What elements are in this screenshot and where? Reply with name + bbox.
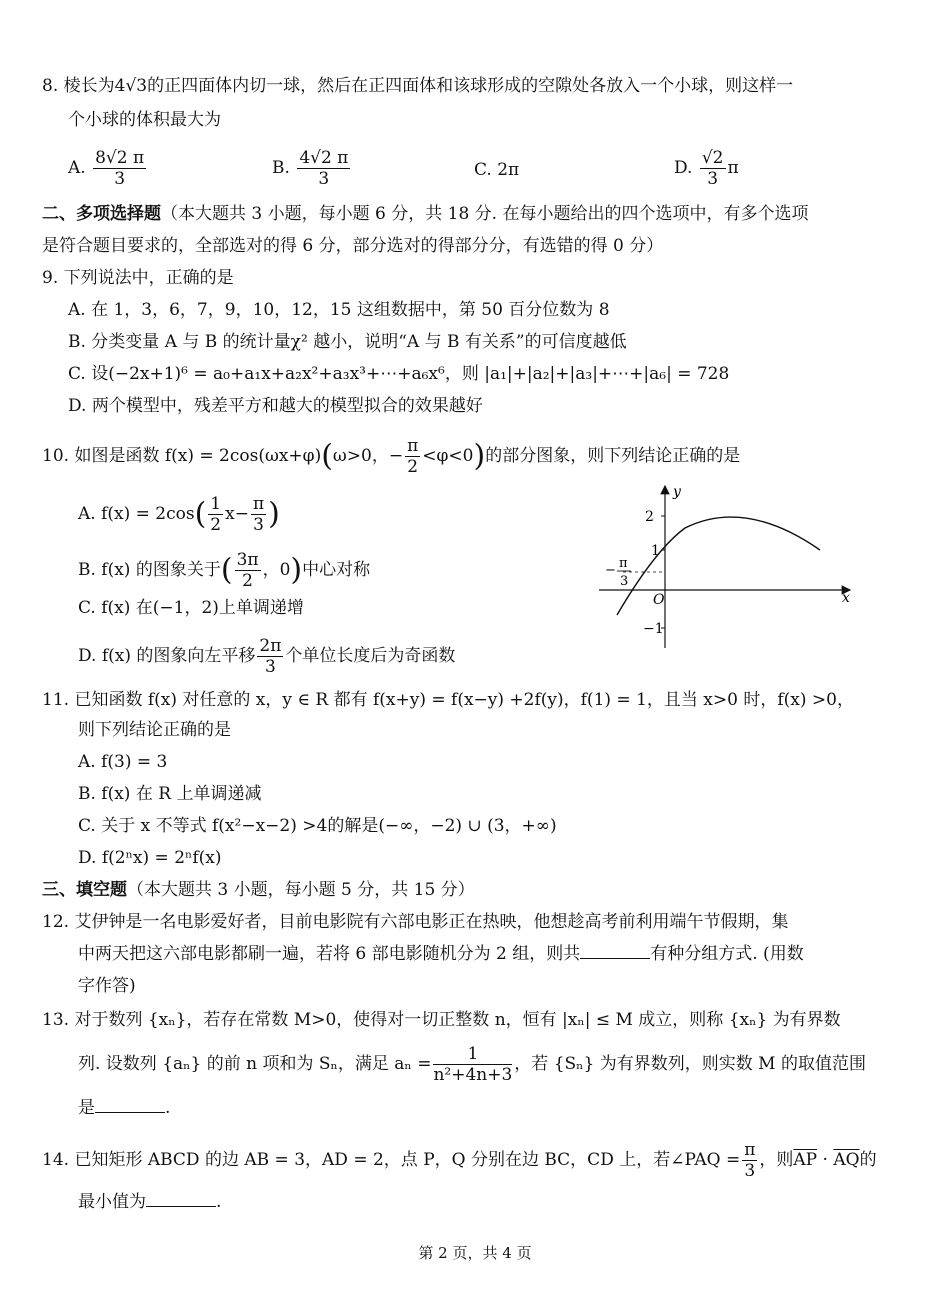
q11-stem-line1: 11. 已知函数 f(x) 对任意的 x，y ∈ R 都有 f(x+y) = f(x−y) +2f(y)，f(1) = 1，且当 x>0 时，f(x) >0， [42, 690, 854, 710]
q11-option-a: A. f(3) = 3 [78, 752, 168, 772]
q10-option-a: A. f(x) = 2cos( $\frac{1}{2}$ x− $\frac{\pi}{3}$ ) [78, 494, 280, 535]
q10-option-b: B. f(x) 的图象关于( $\frac{3\pi}{2}$ ，0)中心对称 [78, 550, 371, 591]
q11-option-b: B. f(x) 在 R 上单调递减 [78, 784, 262, 804]
q11-stem-line2: 则下列结论正确的是 [78, 720, 231, 740]
q12-line3: 字作答) [78, 976, 136, 996]
y-tick-label-minus1: −1 [643, 621, 664, 637]
q13-line3: 是 . [78, 1098, 171, 1118]
q8-stem-line2: 个小球的体积最大为 [68, 110, 221, 130]
q14-line2: 最小值为 . [78, 1192, 222, 1212]
y-tick-label-1: 1 [651, 543, 660, 559]
y-axis-label: y [673, 484, 681, 500]
q14-line1: 14. 已知矩形 ABCD 的边 AB = 3，AD = 2，点 P，Q 分别在边 BC，CD 上，若∠PAQ = $\frac{\pi}{3}$ ，则$\overline{AP} \cdot \overline{AQ}$的 [42, 1140, 877, 1181]
x-tick-den: 3 [620, 574, 629, 589]
q8-option-c: C. 2π [474, 160, 520, 180]
q14-answer-blank[interactable] [146, 1190, 216, 1207]
q9-option-c: C. 设(−2x+1)⁶ = a₀+a₁x+a₂x²+a₃x³+⋯+a₆x⁶，则 |a₁|+|a₂|+|a₃|+⋯+|a₆| = 728 [68, 364, 730, 384]
q11-option-c: C. 关于 x 不等式 f(x²−x−2) >4的解是(−∞，−2) ∪ (3，+∞) [78, 816, 557, 836]
q8-option-a: A. $\frac{8√2 \pi}{3}$ [68, 148, 145, 189]
q8-stem-line1: 8. 棱长为4√3的正四面体内切一球，然后在正四面体和该球形成的空隙处各放入一个小球，则这样一 [42, 76, 794, 96]
q9-option-d: D. 两个模型中，残差平方和越大的模型拟合的效果越好 [68, 396, 483, 416]
q8-option-b: B. $\frac{4√2 \pi}{3}$ [272, 148, 349, 189]
q10-option-c: C. f(x) 在(−1，2)上单调递增 [78, 598, 304, 618]
section3-header: 三、填空题（本大题共 3 小题，每小题 5 分，共 15 分） [42, 880, 475, 900]
q13-answer-blank[interactable] [95, 1096, 165, 1113]
q10-option-d: D. f(x) 的图象向左平移 $\frac{2\pi}{3}$ 个单位长度后为奇函数 [78, 636, 456, 677]
q13-line2: 列. 设数列 {aₙ} 的前 n 项和为 Sₙ，满足 aₙ = $\frac{1}{\text{n²+4n+3}}$ ，若 {Sₙ} 为有界数列，则实数 M 的取值范围 [78, 1044, 866, 1085]
q9-option-b: B. 分类变量 A 与 B 的统计量χ² 越小，说明“A 与 B 有关系”的可信度越低 [68, 332, 627, 352]
origin-label: O [653, 592, 665, 608]
q12-line1: 12. 艾伊钟是一名电影爱好者，目前电影院有六部电影正在热映，他想趁高考前利用端午节假期，集 [42, 912, 789, 932]
x-tick-num: π [619, 556, 628, 571]
q9-stem: 9. 下列说法中，正确的是 [42, 268, 234, 288]
q12-answer-blank[interactable] [580, 942, 650, 959]
q9-option-a: A. 在 1，3，6，7，9，10，12，15 这组数据中，第 50 百分位数为 8 [68, 300, 610, 320]
vector-ap: $\overline{AP}$ [793, 1150, 818, 1170]
q10-stem: 10. 如图是函数 f(x) = 2cos(ωx+φ)(ω>0，− $\frac{\pi}{2}$ <φ<0)的部分图象，则下列结论正确的是 [42, 436, 741, 477]
x-axis-label: x [842, 590, 850, 606]
q10-function-graph [595, 478, 865, 653]
q13-line1: 13. 对于数列 {xₙ}，若存在常数 M>0，使得对一切正整数 n，恒有 |xₙ| ≤ M 成立，则称 {xₙ} 为有界数 [42, 1010, 841, 1030]
q11-option-d: D. f(2ⁿx) = 2ⁿf(x) [78, 848, 222, 868]
cosine-curve [617, 517, 820, 615]
section2-title: 二、多项选择题 [42, 204, 161, 224]
y-tick-label-2: 2 [645, 509, 654, 525]
section2-header-line2: 是符合题目要求的，全部选对的得 6 分，部分选对的得部分分，有选错的得 0 分） [42, 236, 664, 256]
section2-header-line1: 二、多项选择题（本大题共 3 小题，每小题 6 分，共 18 分. 在每小题给出的四个选项中，有多个选项 [42, 204, 809, 224]
section3-title: 三、填空题 [42, 880, 127, 900]
vector-aq: $\overline{AQ}$ [833, 1150, 860, 1170]
q8-option-d: D. $\frac{√2}{3}$ π [674, 148, 739, 189]
q12-line2: 中两天把这六部电影都刷一遍，若将 6 部电影随机分为 2 组，则共 有种分组方式. (用数 [78, 944, 804, 964]
x-tick-prefix: − [605, 563, 616, 578]
page-footer: 第 2 页，共 4 页 [418, 1244, 532, 1262]
